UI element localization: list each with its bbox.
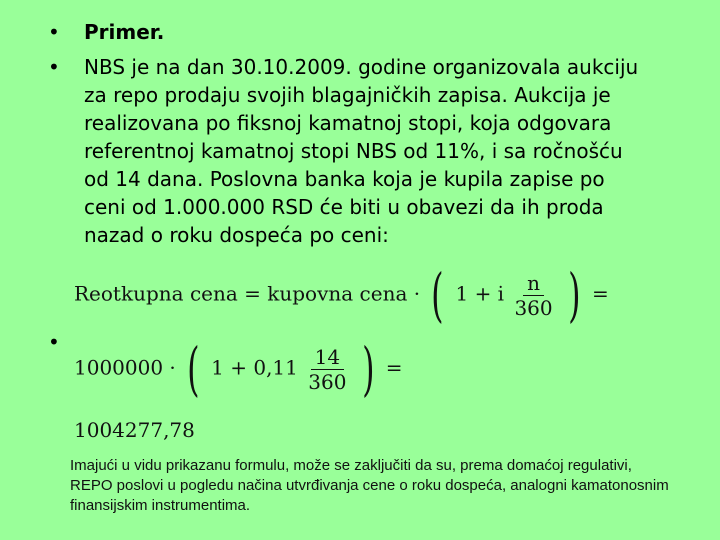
equals-sign: = (591, 281, 609, 306)
equals-sign: = (385, 355, 403, 380)
paren-open: ( (187, 335, 200, 403)
formula-general-one-plus: 1 + i (455, 281, 505, 306)
bullet-glyph: • (48, 20, 60, 44)
example-paragraph: NBS je na dan 30.10.2009. godine organizovala aukciju za repo prodaju svojih blagajničkih zapisa. Aukcija je realizovana po fiksnoj kamatnoj stopi, koja odgovara referentnoj kamatnoj stopi NBS od 11%, i sa ročnošću od 14 dana. Poslovna banka koja je kupila zapise po ceni od 1.000.000 RSD će biti u obavezi da ih proda nazad o roku dospeća po ceni: (84, 55, 639, 247)
bullet-glyph: • (48, 330, 60, 354)
paren-close: ) (361, 335, 375, 403)
fraction (304, 345, 350, 394)
formula-general-left: Reotkupna cena = kupovna cena · (74, 281, 421, 306)
formula-applied-amount: 1000000 · (74, 355, 176, 380)
formula-result: 1004277,78 (74, 418, 195, 442)
formula-general (74, 261, 609, 329)
conclusion-note: Imajući u vidu prikazanu formulu, može se zaključiti da su, prema domaćoj regulativi, REPO poslovi u pogledu načina utvrđivanja cene o roku dospeća, analogni kamatonosnim finansijskim instrumentima. (70, 457, 669, 514)
paren-close: ) (568, 261, 581, 329)
bullet-glyph: • (48, 55, 60, 79)
fraction-numerator: n (523, 271, 544, 296)
formula-applied-one-plus: 1 + 0,11 (211, 355, 298, 380)
paren-open: ( (431, 261, 445, 329)
fraction-denominator: 360 (514, 295, 553, 320)
formula-applied (74, 335, 403, 403)
example-title: Primer. (84, 20, 165, 44)
fraction (510, 271, 556, 320)
fraction-numerator: 14 (311, 345, 344, 370)
fraction-denominator: 360 (308, 369, 347, 394)
